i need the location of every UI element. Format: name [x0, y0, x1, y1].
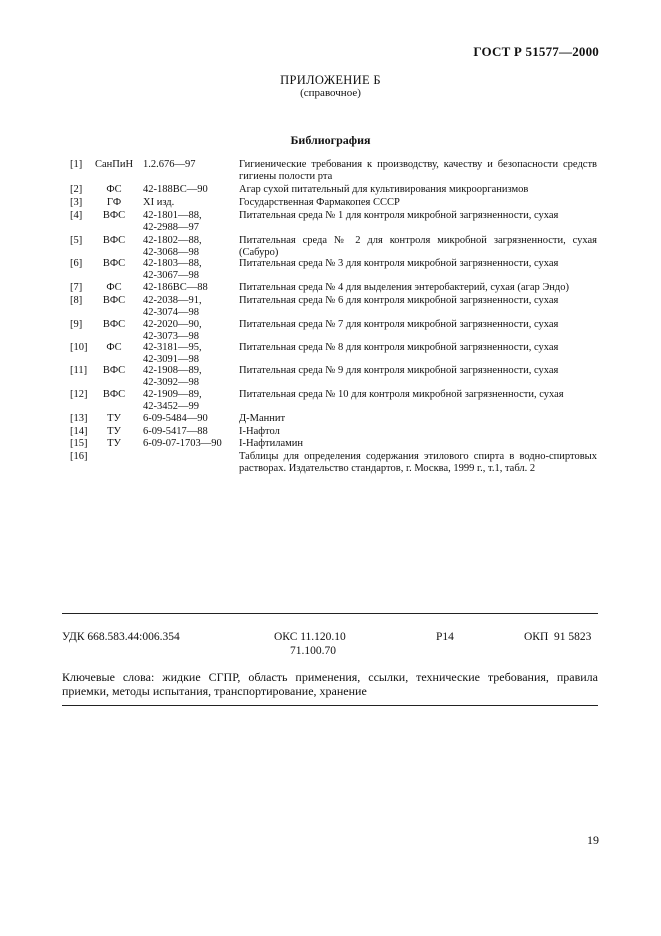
entry-doc-type: ФС	[106, 184, 122, 195]
entry-doc-code: 42-186ВС—88	[143, 282, 208, 293]
entry-title: Таблицы для определения содержания этилового спирта в водно-спиртовых растворах. Издательство стандартов, г. Москва, 1999 г., т.1, табл. 2	[239, 451, 597, 474]
entry-doc-code: 42-2038—91, 42-3074—98	[143, 295, 202, 318]
entry-number: [6]	[70, 258, 83, 269]
entry-title: Питательная среда № 7 для контроля микробной загрязненности, сухая	[239, 319, 559, 330]
group-code: Р14	[436, 631, 454, 643]
entry-title: Агар сухой питательный для культивирования микроорганизмов	[239, 184, 529, 195]
entry-doc-code: 42-188ВС—90	[143, 184, 208, 195]
footer-top-rule	[62, 613, 598, 614]
entry-number: [16]	[70, 451, 88, 462]
entry-doc-code: XI изд.	[143, 197, 175, 208]
entry-doc-code: 6-09-5484—90	[143, 413, 208, 424]
entry-number: [9]	[70, 319, 83, 330]
entry-doc-code: 6-09-07-1703—90	[143, 438, 222, 449]
entry-title: Гигиенические требования к производству, качеству и безопасности средств гигиены полости рта	[239, 159, 597, 182]
entry-number: [7]	[70, 282, 83, 293]
entry-doc-type: ВФС	[102, 210, 126, 221]
entry-title: I-Нафтол	[239, 426, 280, 437]
entry-doc-code: 42-1908—89, 42-3092—98	[143, 365, 202, 388]
entry-doc-type: ВФС	[102, 258, 126, 269]
oks-code-secondary: 71.100.70	[290, 645, 336, 657]
document-code: ГОСТ Р 51577—2000	[473, 44, 599, 59]
entry-title: Питательная среда № 1 для контроля микробной загрязненности, сухая	[239, 210, 559, 221]
entry-number: [12]	[70, 389, 88, 400]
entry-title: Д-Маннит	[239, 413, 286, 424]
entry-number: [10]	[70, 342, 88, 353]
entry-title: Питательная среда № 10 для контроля микробной загрязненности, сухая	[239, 389, 564, 400]
entry-doc-code: 42-1801—88, 42-2988—97	[143, 210, 202, 233]
entry-doc-type: ВФС	[102, 295, 126, 306]
entry-number: [15]	[70, 438, 88, 449]
footer-bottom-rule	[62, 705, 598, 706]
okp-code: ОКП 91 5823	[524, 631, 592, 643]
entry-doc-type: ВФС	[102, 319, 126, 330]
annex-subtitle: (справочное)	[300, 87, 361, 99]
entry-number: [5]	[70, 235, 83, 246]
entry-number: [14]	[70, 426, 88, 437]
udk-code: УДК 668.583.44:006.354	[62, 631, 180, 643]
entry-doc-type: ГФ	[106, 197, 122, 208]
keywords: Ключевые слова: жидкие СГПР, область применения, ссылки, технические требования, правила приемки, методы испытания, транспортирование, хранение	[62, 670, 598, 698]
entry-number: [2]	[70, 184, 83, 195]
entry-title: Питательная среда № 4 для выделения энтеробактерий, сухая (агар Эндо)	[239, 282, 570, 293]
entry-number: [1]	[70, 159, 83, 170]
entry-doc-type: ФС	[106, 342, 122, 353]
entry-doc-type: ТУ	[107, 426, 121, 437]
entry-number: [4]	[70, 210, 83, 221]
entry-title: Питательная среда № 6 для контроля микробной загрязненности, сухая	[239, 295, 559, 306]
entry-doc-code: 42-1909—89, 42-3452—99	[143, 389, 202, 412]
entry-doc-type: ФС	[106, 282, 122, 293]
entry-title: Питательная среда № 9 для контроля микробной загрязненности, сухая	[239, 365, 559, 376]
entry-number: [8]	[70, 295, 83, 306]
entry-doc-type: ВФС	[102, 235, 126, 246]
entry-doc-type: ТУ	[107, 438, 121, 449]
entry-number: [3]	[70, 197, 83, 208]
entry-number: [11]	[70, 365, 88, 376]
entry-doc-type: ВФС	[102, 365, 126, 376]
entry-title: I-Нафтиламин	[239, 438, 304, 449]
entry-doc-code: 42-1802—88, 42-3068—98	[143, 235, 202, 258]
entry-title: Питательная среда № 2 для контроля микробной загрязненности, сухая (Сабуро)	[239, 235, 597, 258]
entry-number: [13]	[70, 413, 88, 424]
page-number: 19	[587, 833, 599, 847]
entry-doc-code: 42-2020—90, 42-3073—98	[143, 319, 202, 342]
entry-doc-type: ВФС	[102, 389, 126, 400]
oks-code: ОКС 11.120.10	[274, 631, 346, 643]
entry-doc-code: 42-3181—95, 42-3091—98	[143, 342, 202, 365]
entry-doc-code: 6-09-5417—88	[143, 426, 208, 437]
entry-doc-type: ТУ	[107, 413, 121, 424]
annex-title: ПРИЛОЖЕНИЕ Б	[280, 73, 381, 87]
entry-title: Питательная среда № 8 для контроля микробной загрязненности, сухая	[239, 342, 559, 353]
bibliography-title: Библиография	[290, 133, 371, 147]
entry-doc-type: СанПиН	[94, 159, 134, 170]
entry-doc-code: 42-1803—88, 42-3067—98	[143, 258, 202, 281]
entry-title: Государственная Фармакопея СССР	[239, 197, 400, 208]
entry-title: Питательная среда № 3 для контроля микробной загрязненности, сухая	[239, 258, 559, 269]
entry-doc-code: 1.2.676—97	[143, 159, 196, 170]
